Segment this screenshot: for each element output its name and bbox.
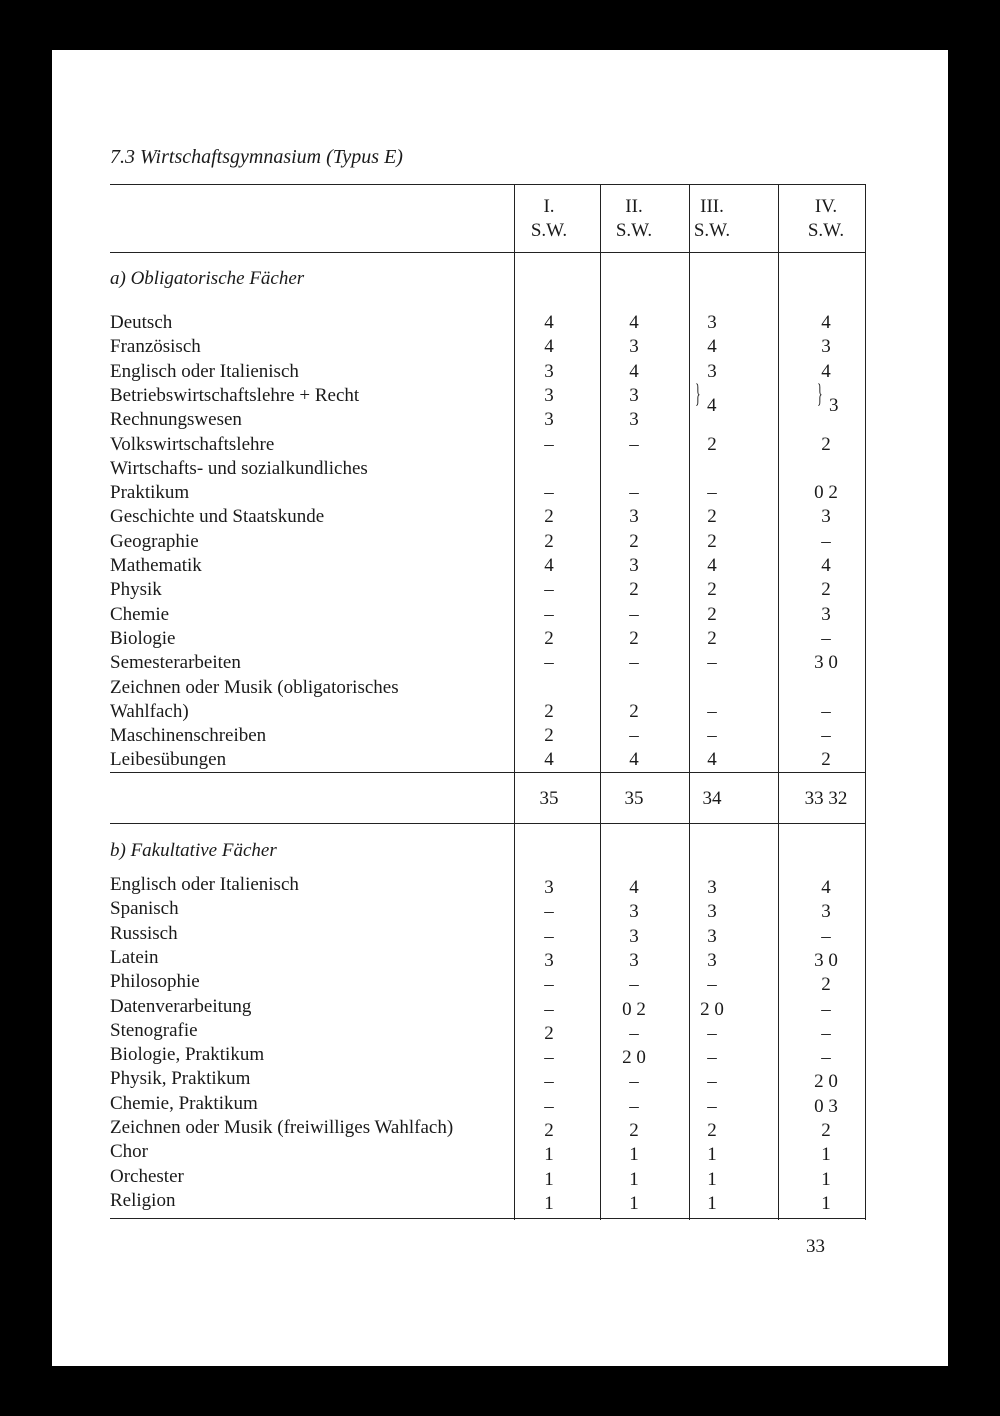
hours-cell: 3 <box>821 901 831 923</box>
subject-label: Geographie <box>110 530 199 552</box>
hours-cell: 2 <box>707 1120 717 1141</box>
hours-cell: 1 <box>707 1144 717 1166</box>
hours-cell: 1 <box>629 1192 639 1214</box>
total-cell: 33 32 <box>804 788 848 809</box>
hours-cell: 2 <box>707 603 717 625</box>
hours-cell: – <box>544 603 554 625</box>
hours-cell: – <box>707 1047 717 1069</box>
subject-label: Geschichte und Staatskunde <box>110 506 325 528</box>
column-header-unit: S.W. <box>615 220 653 241</box>
hours-cell: 1 <box>821 1192 831 1214</box>
hours-cell: 4 <box>629 877 639 898</box>
subject-label: Englisch oder Italienisch <box>110 360 299 382</box>
hours-cell: 3 <box>629 555 639 576</box>
subject-label: Chor <box>110 1141 148 1163</box>
hours-cell: 3 <box>629 901 639 923</box>
hours-cell: – <box>707 482 717 504</box>
brace-value: 4 <box>707 394 717 416</box>
column-header-term: III. <box>700 196 724 217</box>
section-title: 7.3 Wirtschaftsgymnasium (Typus E) <box>110 146 403 168</box>
hours-cell: – <box>629 725 639 747</box>
hours-cell: – <box>821 700 831 722</box>
hours-cell: 0 2 <box>814 482 838 504</box>
hours-cell: 2 0 <box>622 1047 646 1069</box>
hours-cell: 2 <box>821 749 831 771</box>
hours-cell: 1 <box>544 1144 554 1166</box>
hours-cell: 1 <box>544 1168 554 1190</box>
subject-label: Deutsch <box>110 312 173 333</box>
hours-cell: 2 <box>544 506 554 528</box>
subject-label: Englisch oder Italienisch <box>110 874 299 895</box>
hours-cell: 0 2 <box>622 998 646 1020</box>
subject-label: Französisch <box>110 336 201 358</box>
hours-cell: 2 <box>629 700 639 722</box>
subject-label: Latein <box>110 946 159 968</box>
hours-cell: 3 <box>629 384 639 406</box>
hours-cell: 4 <box>821 555 831 576</box>
subject-label: Zeichnen oder Musik (freiwilliges Wahlfach) <box>110 1117 454 1138</box>
hours-cell: – <box>707 652 717 674</box>
column-divider <box>600 184 601 1220</box>
subject-label: Russisch <box>110 922 178 944</box>
page-number: 33 <box>806 1236 825 1257</box>
subject-label: Maschinenschreiben <box>110 725 267 747</box>
hours-cell: – <box>544 998 554 1020</box>
total-cell: 35 <box>624 788 644 809</box>
subject-label: Religion <box>110 1189 176 1211</box>
hours-cell: – <box>707 974 717 996</box>
hours-cell: 3 <box>629 925 639 947</box>
hours-cell: 4 <box>629 312 639 333</box>
hours-cell: 3 <box>629 336 639 358</box>
hours-cell: – <box>821 1022 831 1044</box>
hours-cell: 2 <box>544 530 554 552</box>
hours-cell: – <box>821 925 831 947</box>
hours-cell: 3 <box>821 603 831 625</box>
hours-cell: 2 <box>821 579 831 601</box>
hours-cell: – <box>544 482 554 504</box>
hours-cell: 4 <box>821 312 831 333</box>
subject-label: Spanisch <box>110 898 179 920</box>
hours-cell: 3 <box>629 506 639 528</box>
hours-cell: 4 <box>544 336 554 358</box>
subject-label: Chemie, Praktikum <box>110 1092 258 1114</box>
hours-cell: 3 <box>544 360 554 382</box>
hours-cell: 4 <box>821 877 831 898</box>
subject-label: Leibesübungen <box>110 749 227 771</box>
hours-cell: 2 <box>629 530 639 552</box>
hours-cell: – <box>629 603 639 625</box>
hours-cell: 2 <box>821 1120 831 1141</box>
hours-cell: 3 <box>629 409 639 431</box>
hours-cell: – <box>629 1095 639 1117</box>
hours-cell: 2 <box>544 1120 554 1141</box>
hours-cell: – <box>629 433 639 455</box>
column-divider <box>778 184 779 1220</box>
hours-cell: 2 <box>544 627 554 649</box>
subject-label: Mathematik <box>110 555 202 576</box>
hours-cell: 4 <box>821 360 831 382</box>
hours-cell: 2 <box>821 974 831 996</box>
subject-label: Physik <box>110 579 162 601</box>
subject-label: Volkswirtschaftslehre <box>110 433 275 455</box>
hours-cell: 3 <box>544 409 554 431</box>
hours-cell: 4 <box>707 336 717 358</box>
hours-cell: – <box>707 1095 717 1117</box>
hours-cell: 2 <box>544 1022 554 1044</box>
hours-cell: 2 0 <box>700 998 724 1020</box>
hours-cell: 3 <box>629 949 639 971</box>
hours-cell: 4 <box>544 555 554 576</box>
table-rule <box>110 1218 866 1219</box>
hours-cell: 2 <box>707 433 717 455</box>
hours-cell: 2 <box>707 506 717 528</box>
hours-cell: 2 <box>707 627 717 649</box>
subject-label: Betriebswirtschaftslehre + Recht <box>110 384 360 406</box>
hours-cell: 2 <box>544 700 554 722</box>
column-header-unit: S.W. <box>530 220 568 241</box>
subject-label: Wirtschafts- und sozialkundliches <box>110 457 368 479</box>
hours-cell: – <box>707 700 717 722</box>
hours-cell: – <box>544 925 554 947</box>
hours-cell: 3 0 <box>814 949 838 971</box>
section-heading-facultative: b) Fakultative Fächer <box>110 840 277 861</box>
hours-cell: 1 <box>707 1192 717 1214</box>
column-header-term: IV. <box>814 196 838 217</box>
hours-cell: – <box>544 433 554 455</box>
hours-cell: 4 <box>707 555 717 576</box>
hours-cell: 3 <box>821 336 831 358</box>
column-header-unit: S.W. <box>693 220 731 241</box>
hours-cell: 4 <box>707 749 717 771</box>
hours-cell: – <box>707 725 717 747</box>
hours-cell: – <box>707 1022 717 1044</box>
section-heading-obligatory: a) Obligatorische Fächer <box>110 268 305 289</box>
hours-cell: 1 <box>821 1168 831 1190</box>
subject-label: Biologie, Praktikum <box>110 1044 265 1066</box>
hours-cell: 1 <box>821 1144 831 1166</box>
subject-label: Wahlfach) <box>110 700 189 722</box>
subject-label: Philosophie <box>110 971 200 993</box>
hours-cell: – <box>629 974 639 996</box>
hours-cell: 2 0 <box>814 1071 838 1093</box>
brace-symbol: } <box>817 378 823 408</box>
hours-cell: – <box>544 1095 554 1117</box>
hours-cell: 2 <box>821 433 831 455</box>
hours-cell: – <box>629 482 639 504</box>
hours-cell: – <box>544 579 554 601</box>
table-rule <box>110 823 866 824</box>
hours-cell: 1 <box>707 1168 717 1190</box>
subject-label: Datenverarbeitung <box>110 995 252 1017</box>
hours-cell: 4 <box>544 749 554 771</box>
hours-cell: 2 <box>629 1120 639 1141</box>
hours-cell: 3 <box>544 877 554 898</box>
hours-cell: 3 <box>707 901 717 923</box>
hours-cell: 3 0 <box>814 652 838 674</box>
subject-label: Biologie <box>110 627 176 649</box>
hours-cell: 4 <box>629 360 639 382</box>
hours-cell: – <box>544 1071 554 1093</box>
hours-cell: 2 <box>629 579 639 601</box>
column-divider <box>514 184 515 1220</box>
brace-value: 3 <box>829 394 839 416</box>
hours-cell: 1 <box>544 1192 554 1214</box>
table-rule <box>110 252 866 253</box>
hours-cell: 2 <box>629 627 639 649</box>
subject-label: Stenografie <box>110 1019 198 1041</box>
hours-cell: – <box>544 974 554 996</box>
hours-cell: – <box>821 530 831 552</box>
hours-cell: 3 <box>707 312 717 333</box>
hours-cell: 3 <box>707 360 717 382</box>
hours-cell: – <box>707 1071 717 1093</box>
subject-label: Semesterarbeiten <box>110 652 241 674</box>
hours-cell: 3 <box>707 949 717 971</box>
table-rule <box>110 772 866 773</box>
hours-cell: 3 <box>544 384 554 406</box>
total-cell: 35 <box>539 788 559 809</box>
subject-label: Chemie <box>110 603 170 625</box>
table-rule <box>110 184 866 185</box>
hours-cell: 1 <box>629 1144 639 1166</box>
total-cell: 34 <box>702 788 722 809</box>
subject-label: Orchester <box>110 1165 184 1187</box>
hours-cell: – <box>544 652 554 674</box>
column-header-term: I. <box>543 196 555 217</box>
column-divider <box>865 184 866 1220</box>
hours-cell: 2 <box>544 725 554 747</box>
column-header-term: II. <box>625 196 643 217</box>
hours-cell: 3 <box>707 877 717 898</box>
hours-cell: 4 <box>629 749 639 771</box>
hours-cell: 4 <box>544 312 554 333</box>
column-header-unit: S.W. <box>807 220 845 241</box>
hours-cell: – <box>629 1071 639 1093</box>
hours-cell: – <box>821 627 831 649</box>
hours-cell: – <box>821 725 831 747</box>
hours-cell: 0 3 <box>814 1095 838 1117</box>
subject-label: Zeichnen oder Musik (obligatorisches <box>110 676 399 698</box>
hours-cell: 3 <box>544 949 554 971</box>
hours-cell: – <box>544 901 554 923</box>
subject-label: Praktikum <box>110 482 190 504</box>
brace-symbol: } <box>695 378 701 408</box>
hours-cell: – <box>629 1022 639 1044</box>
hours-cell: – <box>821 998 831 1020</box>
hours-cell: – <box>821 1047 831 1069</box>
hours-cell: – <box>544 1047 554 1069</box>
hours-cell: 2 <box>707 579 717 601</box>
subject-label: Rechnungswesen <box>110 409 242 431</box>
subject-label: Physik, Praktikum <box>110 1068 251 1090</box>
hours-cell: – <box>629 652 639 674</box>
hours-cell: 2 <box>707 530 717 552</box>
hours-cell: 1 <box>629 1168 639 1190</box>
hours-cell: 3 <box>707 925 717 947</box>
hours-cell: 3 <box>821 506 831 528</box>
